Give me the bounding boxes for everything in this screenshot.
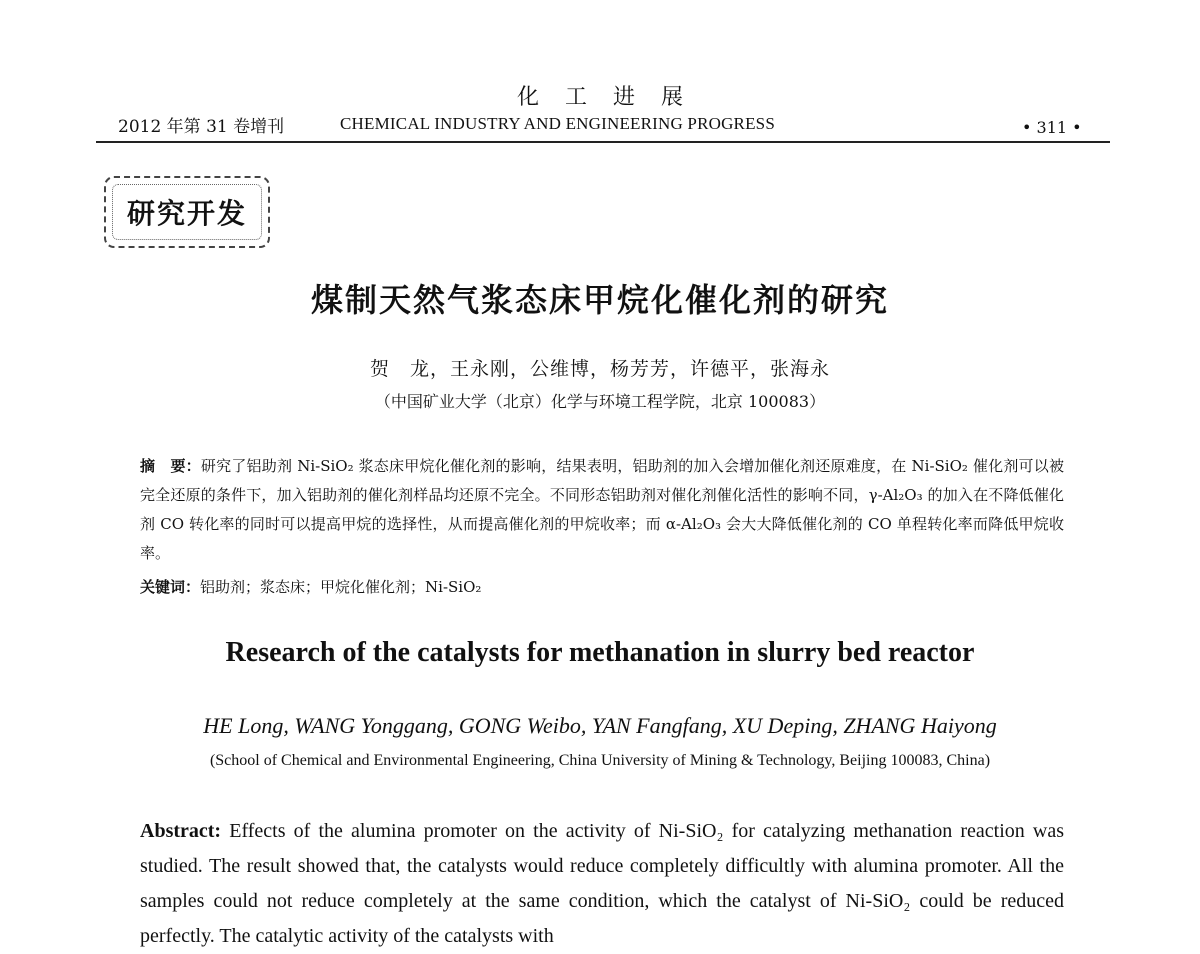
abstract-cn-label: 摘 要： bbox=[140, 457, 201, 475]
journal-title-en: CHEMICAL INDUSTRY AND ENGINEERING PROGRESS bbox=[340, 114, 775, 133]
journal-title-cn: 化工进展 bbox=[516, 85, 709, 110]
keywords-cn bbox=[140, 576, 1064, 597]
keywords-cn-text: 铝助剂；浆态床；甲烷化催化剂；Ni-SiO₂ bbox=[200, 578, 482, 596]
page-number: • 311 • bbox=[1022, 118, 1082, 137]
article-title-en: Research of the catalysts for methanation in slurry bed reactor bbox=[225, 637, 975, 668]
abstract-en-label: Abstract: bbox=[140, 820, 222, 842]
authors-cn: 贺 龙，王永刚，公维博，杨芳芳，许德平，张海永 bbox=[369, 358, 830, 380]
section-tag-label: 研究开发 bbox=[126, 197, 247, 230]
issue-info: 2012 年第 31 卷增刊 bbox=[118, 117, 285, 137]
authors-en: HE Long, WANG Yonggang, GONG Weibo, YAN Fangfang, XU Deping, ZHANG Haiyong bbox=[203, 713, 997, 738]
affiliation-en: (School of Chemical and Environmental Engineering, China University of Mining & Technology, Beijing 100083, China) bbox=[209, 752, 991, 769]
abstract-cn-text: 研究了铝助剂 Ni-SiO₂ 浆态床甲烷化催化剂的影响，结果表明，铝助剂的加入会增加催化剂还原难度，在 Ni-SiO₂ 催化剂可以被完全还原的条件下，加入铝助剂的催化剂样品均还原不完全。不同形态铝助剂对催化剂催化活性的影响不同，γ-Al₂O₃ 的加入在不降低催化剂 CO 转化率的同时可以提高甲烷的选择性，从而提高催化剂的甲烷收率；而 α-Al₂O₃ 会大大降低催化剂的 CO 单程转化率而降低甲烷收率。 bbox=[140, 457, 1064, 562]
header-rule bbox=[96, 141, 1110, 143]
abstract-cn bbox=[140, 452, 1064, 568]
keywords-cn-label: 关键词： bbox=[140, 578, 201, 596]
section-tag bbox=[104, 176, 270, 248]
affiliation-cn: （中国矿业大学（北京）化学与环境工程学院，北京 100083） bbox=[374, 392, 826, 411]
abstract-en-text: Effects of the alumina promoter on the activity of Ni-SiO₂ for catalyzing methanation reaction was studied. The result showed that, the catalysts would reduce completely difficultly with alumina promoter. All the samples could not reduce completely at the same condition, which the catalyst of Ni-SiO₂ could be reduced perfectly. The catalytic activity of the catalysts with bbox=[140, 820, 1064, 947]
article-title-cn: 煤制天然气浆态床甲烷化催化剂的研究 bbox=[310, 281, 889, 319]
abstract-en bbox=[140, 814, 1064, 954]
